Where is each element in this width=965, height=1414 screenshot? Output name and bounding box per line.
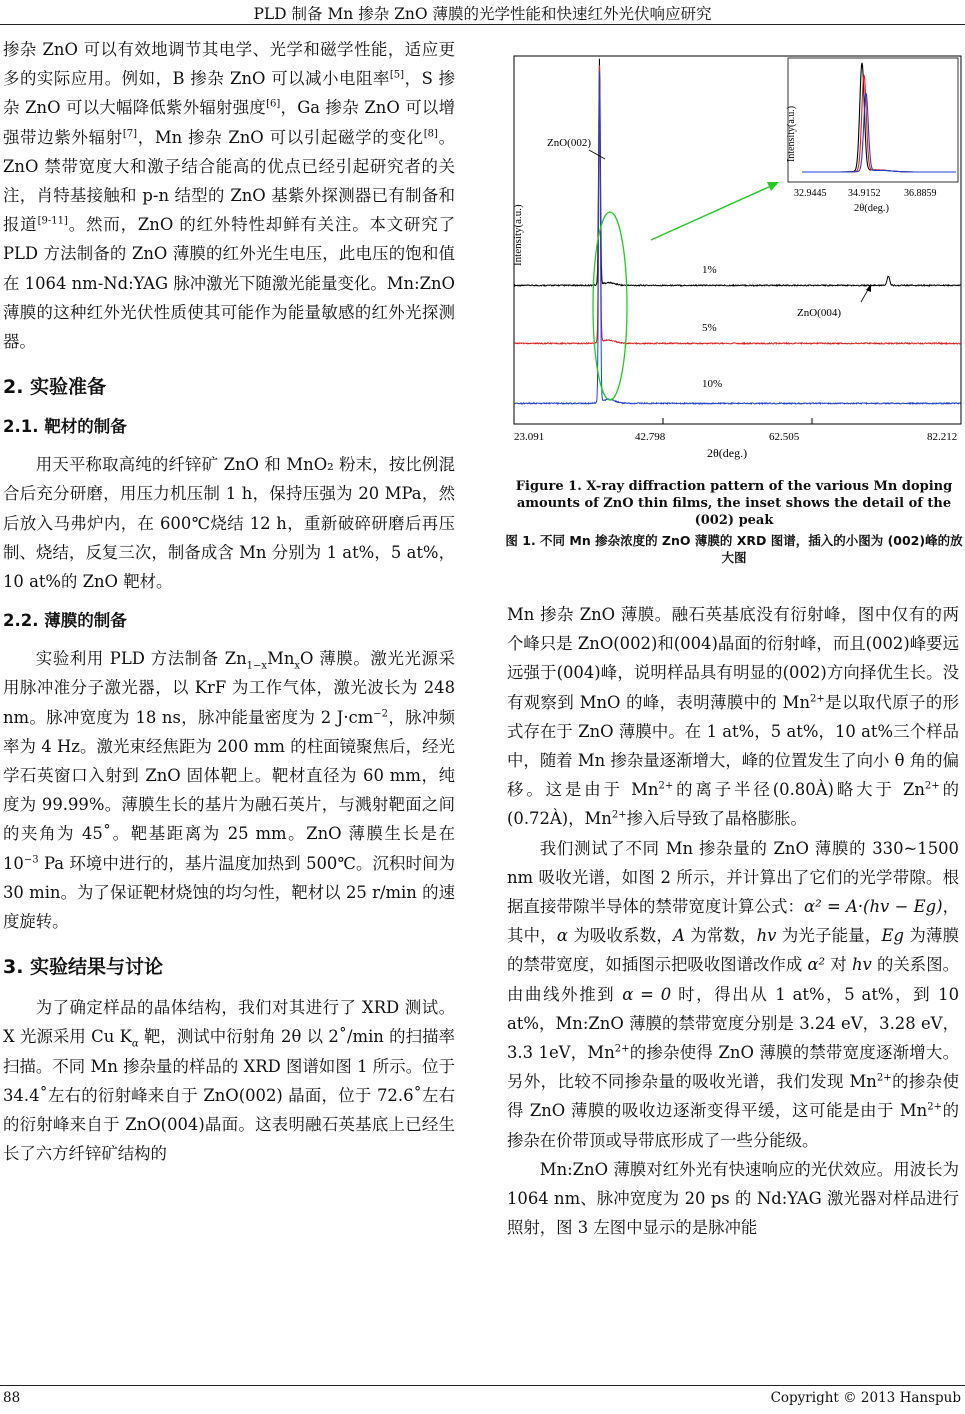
x-tick-label: 23.091 (514, 431, 545, 443)
xrd-chart (507, 54, 963, 474)
target-prep-paragraph: 用天平称取高纯的纤锌矿 ZnO 和 MnO₂ 粉末，按比例混合后充分研磨，用压力机压制 1 h，保持压强为 20 MPa，然后放入马弗炉内，在 600℃烧结 12 h，重新破碎研磨后再压制、烧结，反复三次，制备成含 Mn 分别为 1 at%，5 at%，10 at%的 ZnO 靶材。 (3, 455, 455, 592)
right-column (507, 600, 959, 1242)
inset-pointer-arrow (651, 186, 771, 240)
footer-rule (0, 1385, 965, 1386)
inset-x-tick: 34.9152 (848, 188, 881, 199)
caption-chinese: 图 1. 不同 Mn 掺杂浓度的 ZnO 薄膜的 XRD 图谱，插入的小图为 (002)峰的放大图 (505, 533, 963, 565)
section-2-1-heading: 2.1. 靶材的制备 (3, 417, 127, 437)
y-axis-label: Intensity(a.u.) (512, 204, 524, 266)
absorption-paragraph: 我们测试了不同 Mn 掺杂量的 ZnO 薄膜的 330~1500 nm 吸收光谱，如图 2 所示，并计算出了它们的光学带隙。根据直接带隙半导体的禁带宽度计算公式：α² = A·(hv − Eg)，其中，α 为吸收系数，A 为常数，hv 为光子能量，Eg 为薄膜的禁带宽度，如插图示把吸收图谱改作成 α² 对 hv 的关系图。由曲线外推到 α = 0 时，得出从 1 at%，5 at%，到 10 at%，Mn:ZnO 薄膜的禁带宽度分别是 3.24 eV，3.28 eV，3.3 1eV，$Mn^{2+}$的掺杂使得 ZnO 薄膜的禁带宽度逐渐增大。另外，比较不同掺杂量的吸收光谱，我们发现 $Mn^{2+}$的掺杂使得 ZnO 薄膜的吸收边逐渐变得平缓，这可能是由于 $Mn^{2+}$的掺杂在价带顶或导带底形成了一些分能级。 (507, 838, 960, 1150)
running-header: PLD 制备 Mn 掺杂 ZnO 薄膜的光学性能和快速红外光伏响应研究 (253, 5, 712, 23)
intro-paragraph: 掺杂 ZnO 可以有效地调节其电学、光学和磁学性能，适应更多的实际应用。例如，B 掺杂 ZnO 可以减小电阻率[5]，S 掺杂 ZnO 可以大幅降低紫外辐射强度[6]，Ga 掺杂 ZnO 可以增强带边紫外辐射[7]，Mn 掺杂 ZnO 可以引起磁学的变化[8]。ZnO 禁带宽度大和激子结合能高的优点已经引起研究者的关注，肖特基接触和 p-n 结型的 ZnO 基紫外探测器已有制备和报道[9-11]。然而，ZnO 的红外特性却鲜有关注。本文研究了 PLD 方法制备的 ZnO 薄膜的红外光生电压，此电压的饱和值在 1064 nm-Nd:YAG 脉冲激光下随激光能量变化。Mn:ZnO 薄膜的这种红外光伏性质使其可能作为能量敏感的红外光探测器。 (3, 40, 456, 352)
peak002-label: ZnO(002) (547, 137, 591, 149)
xrd-figure (507, 54, 963, 474)
inset-plot (786, 58, 958, 214)
x-tick-label: 82.212 (927, 431, 958, 443)
caption-english: Figure 1. X-ray diffraction pattern of the various Mn doping amounts of ZnO thin films, the inset shows the detail of the (002) peak (515, 479, 953, 528)
inset-x-tick: 32.9445 (794, 188, 827, 199)
left-column (3, 35, 455, 1169)
film-prep-paragraph: 实验利用 PLD 方法制备 $Zn_{1-x}Mn_xO$ 薄膜。激光光源采用脉冲准分子激光器，以 KrF 为工作气体，激光波长为 248 nm。脉冲宽度为 18 ns，脉冲能量密度为 2 $J\cdot cm^{-2}$，脉冲频率为 4 Hz。激光束经焦距为 200 mm 的柱面镜聚焦后，经光学石英窗口入射到 ZnO 固体靶上。靶材直径为 60 mm，纯度为 99.99%。薄膜生长的基片为融石英片，与溅射靶面之间的夹角为 45˚。靶基距离为 25 mm。ZnO 薄膜生长是在 $10^{-3}$ Pa 环境中进行的，基片温度加热到 500℃。沉积时间为 30 min。为了保证靶材烧蚀的均匀性，靶材以 25 r/min 的速度旋转。 (3, 649, 455, 932)
series-label-1: 1% (702, 264, 717, 276)
section-2-2-heading: 2.2. 薄膜的制备 (3, 611, 127, 631)
header-rule (0, 24, 965, 25)
page-number: 88 (3, 1390, 21, 1406)
ir-response-paragraph: Mn:ZnO 薄膜对红外光有快速响应的光伏效应。用波长为 1064 nm、脉冲宽度为 20 ps 的 Nd:YAG 激光器对样品进行照射，图 3 左图中显示的是脉冲能 (507, 1159, 959, 1238)
section-3-heading: 3. 实验结果与讨论 (3, 956, 164, 979)
inset-x-tick: 36.8859 (904, 188, 937, 199)
x-tick-label: 62.505 (769, 431, 800, 443)
figure-caption (505, 478, 963, 566)
section-2-heading: 2. 实验准备 (3, 376, 107, 399)
peak004-label: ZnO(004) (797, 307, 841, 319)
x-tick-label: 42.798 (635, 431, 666, 443)
x-axis-label: 2θ(deg.) (707, 446, 748, 460)
copyright: Copyright © 2013 Hanspub (770, 1390, 961, 1406)
xrd-paragraph: 为了确定样品的晶体结构，我们对其进行了 XRD 测试。X 光源采用 Cu $K_\alpha$ 靶，测试中衍射角 2θ 以 2˚/min 的扫描率扫描。不同 Mn 掺杂量的样品的 XRD 图谱如图 1 所示。位于 34.4˚左右的衍射峰来自于 ZnO(002) 晶面，位于 72.6˚左右的衍射峰来自于 ZnO(004)晶面。这表明融石英基底上已经生长了六方纤锌矿结构的 (3, 998, 455, 1164)
series-label-5: 5% (702, 322, 717, 334)
xrd-discussion-paragraph: Mn 掺杂 ZnO 薄膜。融石英基底没有衍射峰，图中仅有的两个峰只是 ZnO(002)和(004)晶面的衍射峰，而且(002)峰要远远强于(004)峰，说明样品具有明显的(002)方向择优生长。没有观察到 MnO 的峰，表明薄膜中的 $Mn^{2+}$是以取代原子的形式存在于 ZnO 薄膜中。在 1 at%，5 at%，10 at%三个样品中，随着 Mn 掺杂量逐渐增大，峰的位置发生了向小 θ 角的偏移。这是由于 $Mn^{2+}$的离子半径(0.80À)略大于 $Zn^{2+}$的(0.72À)，$Mn^{2+}$掺入后导致了晶格膨胀。 (507, 605, 960, 829)
series-label-10: 10% (702, 378, 723, 390)
inset-x-label: 2θ(deg.) (854, 203, 890, 214)
inset-y-label: Intensity(a.u.) (786, 105, 797, 162)
